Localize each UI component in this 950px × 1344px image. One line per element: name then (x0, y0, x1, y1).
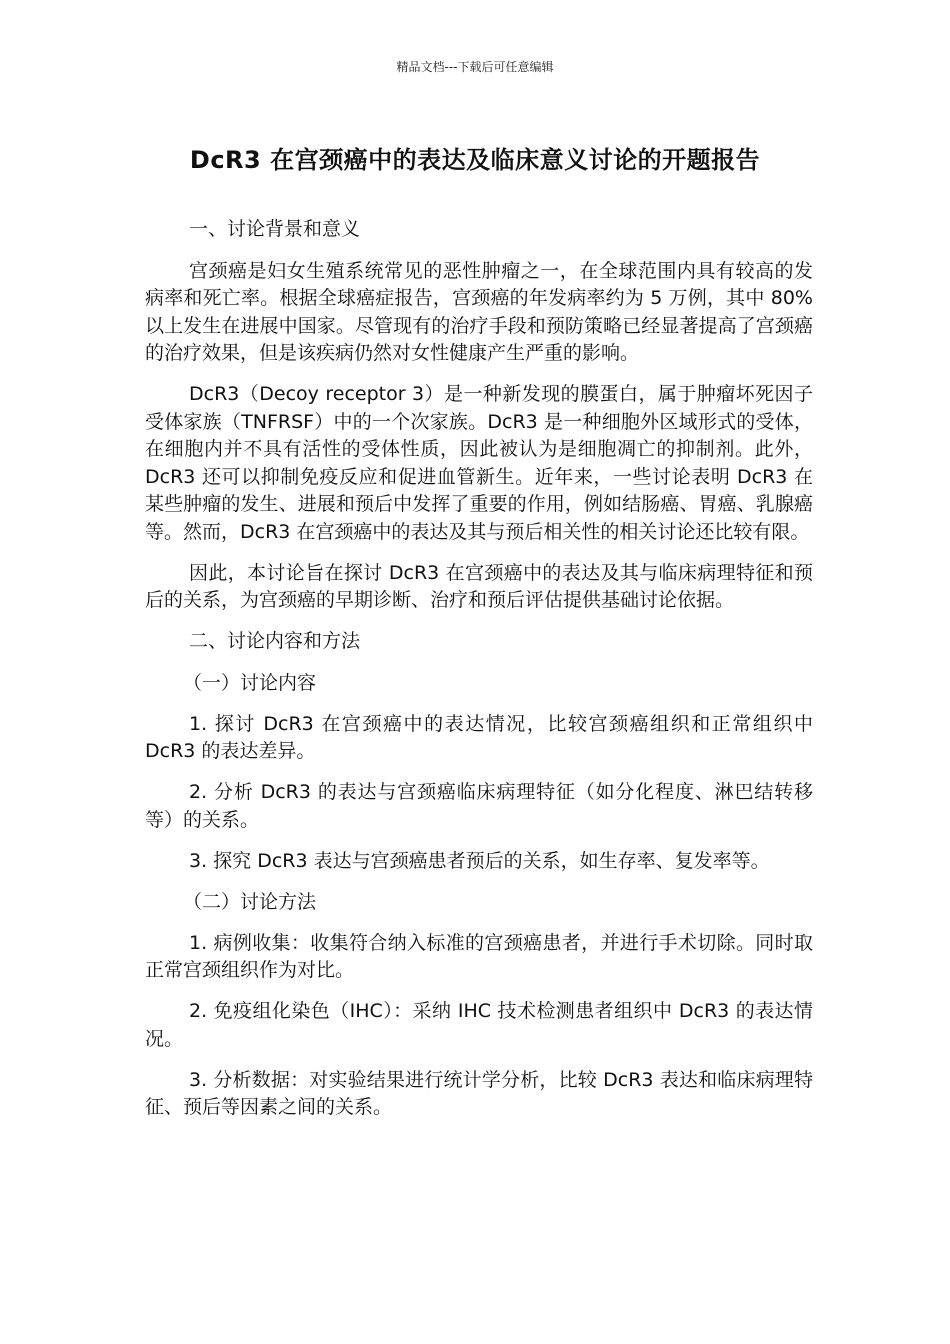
content-item-2: 2. 分析 DcR3 的表达与宫颈癌临床病理特征（如分化程度、淋巴结转移等）的关系。 (145, 781, 813, 831)
document-title: DcR3 在宫颈癌中的表达及临床意义讨论的开题报告 (189, 146, 761, 174)
method-item-1: 1. 病例收集：收集符合纳入标准的宫颈癌患者，并进行手术切除。同时取正常宫颈组织作为对比。 (145, 931, 813, 981)
section-heading-methods: 二、讨论内容和方法 (189, 630, 361, 652)
content-item-1: 1. 探讨 DcR3 在宫颈癌中的表达情况，比较宫颈癌组织和正常组织中 DcR3 的表达差异。 (145, 712, 813, 762)
paragraph-background-2: DcR3（Decoy receptor 3）是一种新发现的膜蛋白，属于肿瘤坏死因子受体家族（TNFRSF）中的一个次家族。DcR3 是一种细胞外区域形式的受体，在细胞内并不具有活性的受体性质，因此被认为是细胞凋亡的抑制剂。此外，DcR3 还可以抑制免疫反应和促进血管新生。近年来，一些讨论表明 DcR3 在某些肿瘤的发生、进展和预后中发挥了重要的作用，例如结肠癌、胃癌、乳腺癌等。然而，DcR3 在宫颈癌中的表达及其与预后相关性的相关讨论还比较有限。 (145, 383, 813, 543)
paragraph-background-3: 因此，本讨论旨在探讨 DcR3 在宫颈癌中的表达及其与临床病理特征和预后的关系，为宫颈癌的早期诊断、治疗和预后评估提供基础讨论依据。 (145, 561, 813, 611)
paragraph-background-1: 宫颈癌是妇女生殖系统常见的恶性肿瘤之一，在全球范围内具有较高的发病率和死亡率。根据全球癌症报告，宫颈癌的年发病率约为 5 万例，其中 80%以上发生在进展中国家。尽管现有的治疗手段和预防策略已经显著提高了宫颈癌的治疗效果，但是该疾病仍然对女性健康产生严重的影响。 (145, 259, 813, 364)
method-item-2: 2. 免疫组化染色（IHC）：采纳 IHC 技术检测患者组织中 DcR3 的表达情况。 (145, 1000, 813, 1050)
section-heading-background: 一、讨论背景和意义 (189, 218, 361, 240)
method-item-3: 3. 分析数据：对实验结果进行统计学分析，比较 DcR3 表达和临床病理特征、预后等因素之间的关系。 (145, 1068, 813, 1118)
page-header-note: 精品文档---下载后可任意编辑 (396, 60, 554, 74)
document-body (145, 216, 813, 1135)
subheading-method: （二）讨论方法 (183, 890, 317, 913)
subheading-content: （一）讨论内容 (183, 671, 317, 694)
content-item-3: 3. 探究 DcR3 表达与宫颈癌患者预后的关系，如生存率、复发率等。 (189, 849, 770, 872)
